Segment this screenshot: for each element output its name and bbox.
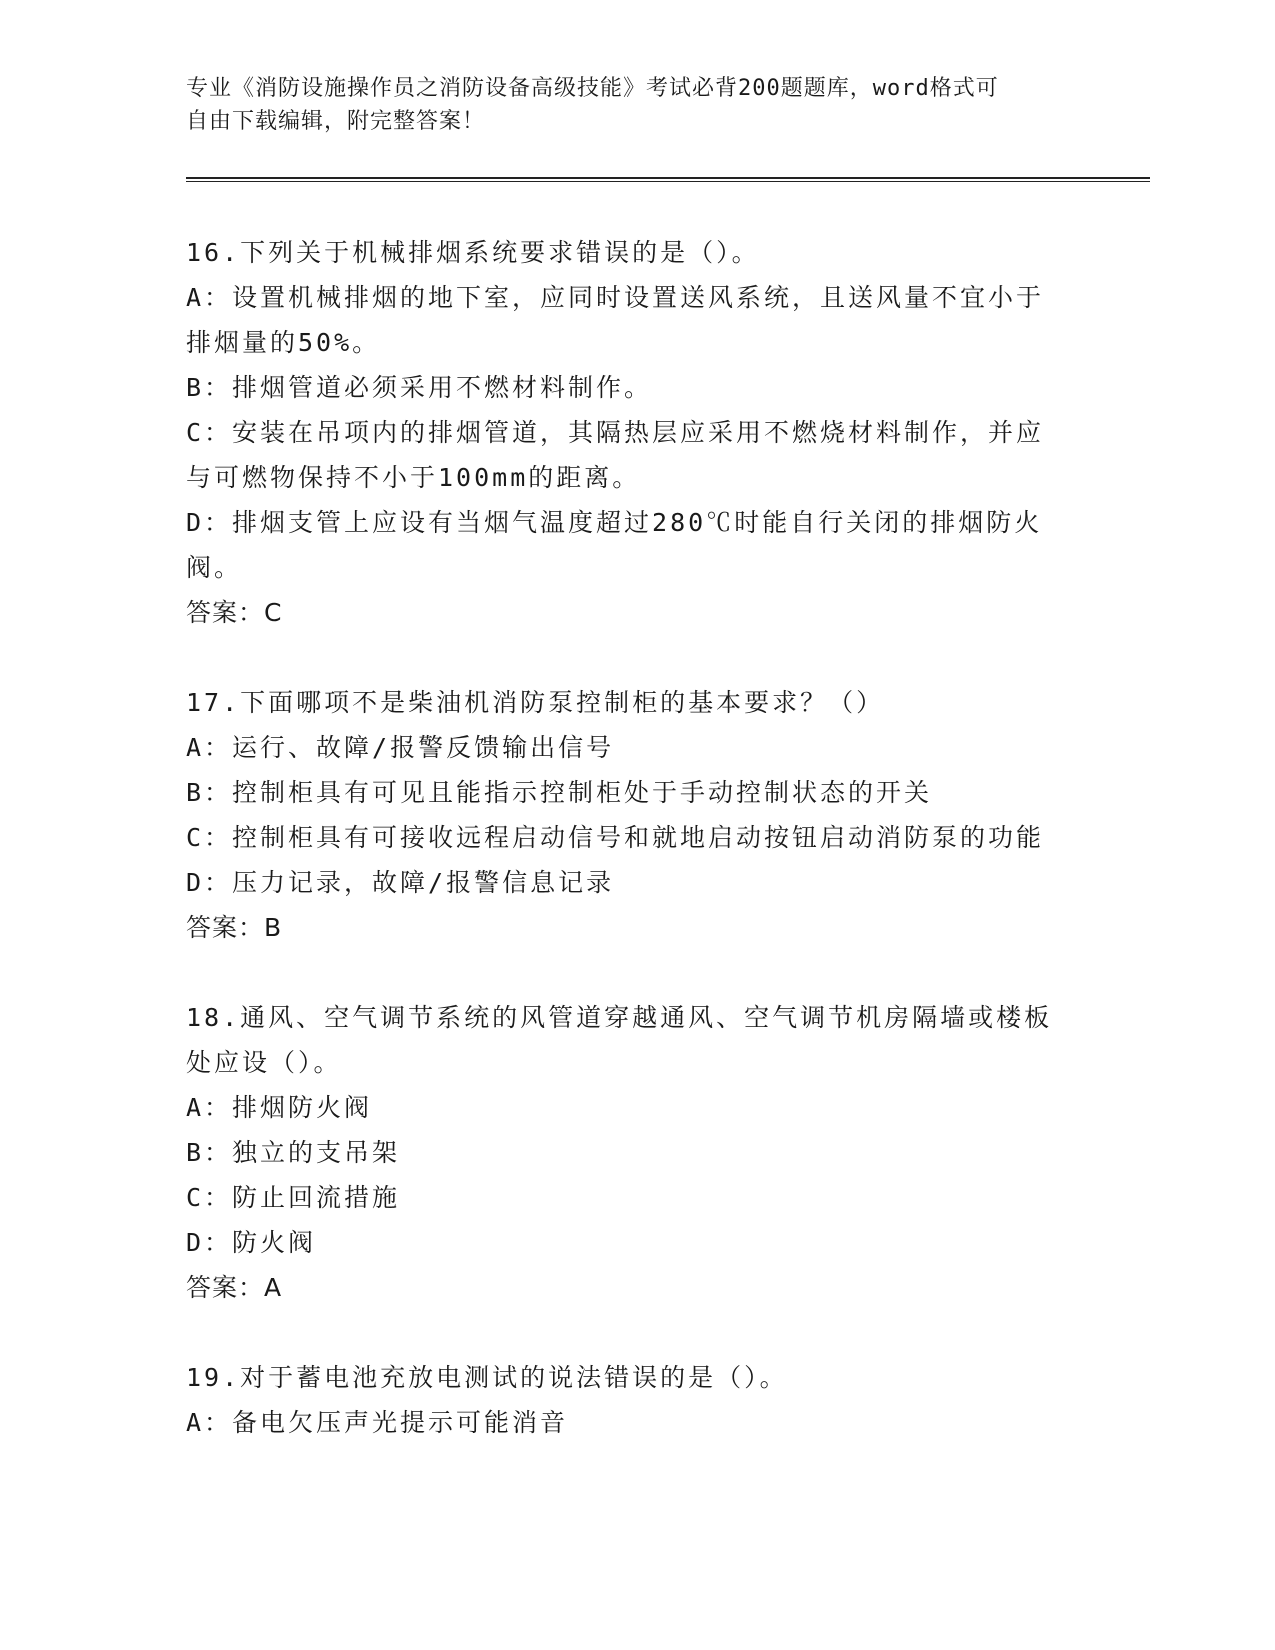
question-text: 17.下面哪项不是柴油机消防泵控制柜的基本要求？（） (186, 688, 885, 717)
option-a: A：设置机械排烟的地下室，应同时设置送风系统，且送风量不宜小于 (186, 283, 1045, 312)
option-c-cont: 与可燃物保持不小于100mm的距离。 (186, 463, 641, 492)
option-a: A：备电欠压声光提示可能消音 (186, 1408, 569, 1437)
question-text-cont: 处应设（）。 (186, 1048, 342, 1077)
option-c: C：安装在吊项内的排烟管道，其隔热层应采用不燃烧材料制作，并应 (186, 418, 1045, 447)
header-line-2: 自由下载编辑，附完整答案！ (186, 109, 486, 134)
question-text: 18.通风、空气调节系统的风管道穿越通风、空气调节机房隔墙或楼板 (186, 1003, 1053, 1032)
option-d: D：防火阀 (186, 1228, 317, 1257)
question-18 (186, 995, 1086, 1310)
header-line-1: 专业《消防设施操作员之消防设备高级技能》考试必背200题题库，word格式可 (186, 76, 999, 101)
answer: 答案：B (186, 913, 283, 942)
option-c: C：控制柜具有可接收远程启动信号和就地启动按钮启动消防泵的功能 (186, 823, 1045, 852)
header-divider (186, 177, 1150, 182)
option-a: A：排烟防火阀 (186, 1093, 373, 1122)
question-list (186, 230, 1086, 1490)
option-d: D：压力记录，故障/报警信息记录 (186, 868, 615, 897)
option-d-cont: 阀。 (186, 553, 243, 582)
question-17 (186, 680, 1086, 950)
option-d: D：排烟支管上应设有当烟气温度超过280℃时能自行关闭的排烟防火 (186, 508, 1043, 537)
question-16 (186, 230, 1086, 635)
option-c: C：防止回流措施 (186, 1183, 401, 1212)
option-a: A：运行、故障/报警反馈输出信号 (186, 733, 615, 762)
document-header (186, 72, 1066, 138)
question-19 (186, 1355, 1086, 1445)
question-text: 19.对于蓄电池充放电测试的说法错误的是（）。 (186, 1363, 788, 1392)
option-b: B：排烟管道必须采用不燃材料制作。 (186, 373, 653, 402)
option-b: B：控制柜具有可见且能指示控制柜处于手动控制状态的开关 (186, 778, 933, 807)
option-a-cont: 排烟量的50%。 (186, 328, 381, 357)
option-b: B：独立的支吊架 (186, 1138, 401, 1167)
question-text: 16.下列关于机械排烟系统要求错误的是（）。 (186, 238, 760, 267)
answer: 答案：C (186, 598, 283, 627)
answer: 答案：A (186, 1273, 283, 1302)
